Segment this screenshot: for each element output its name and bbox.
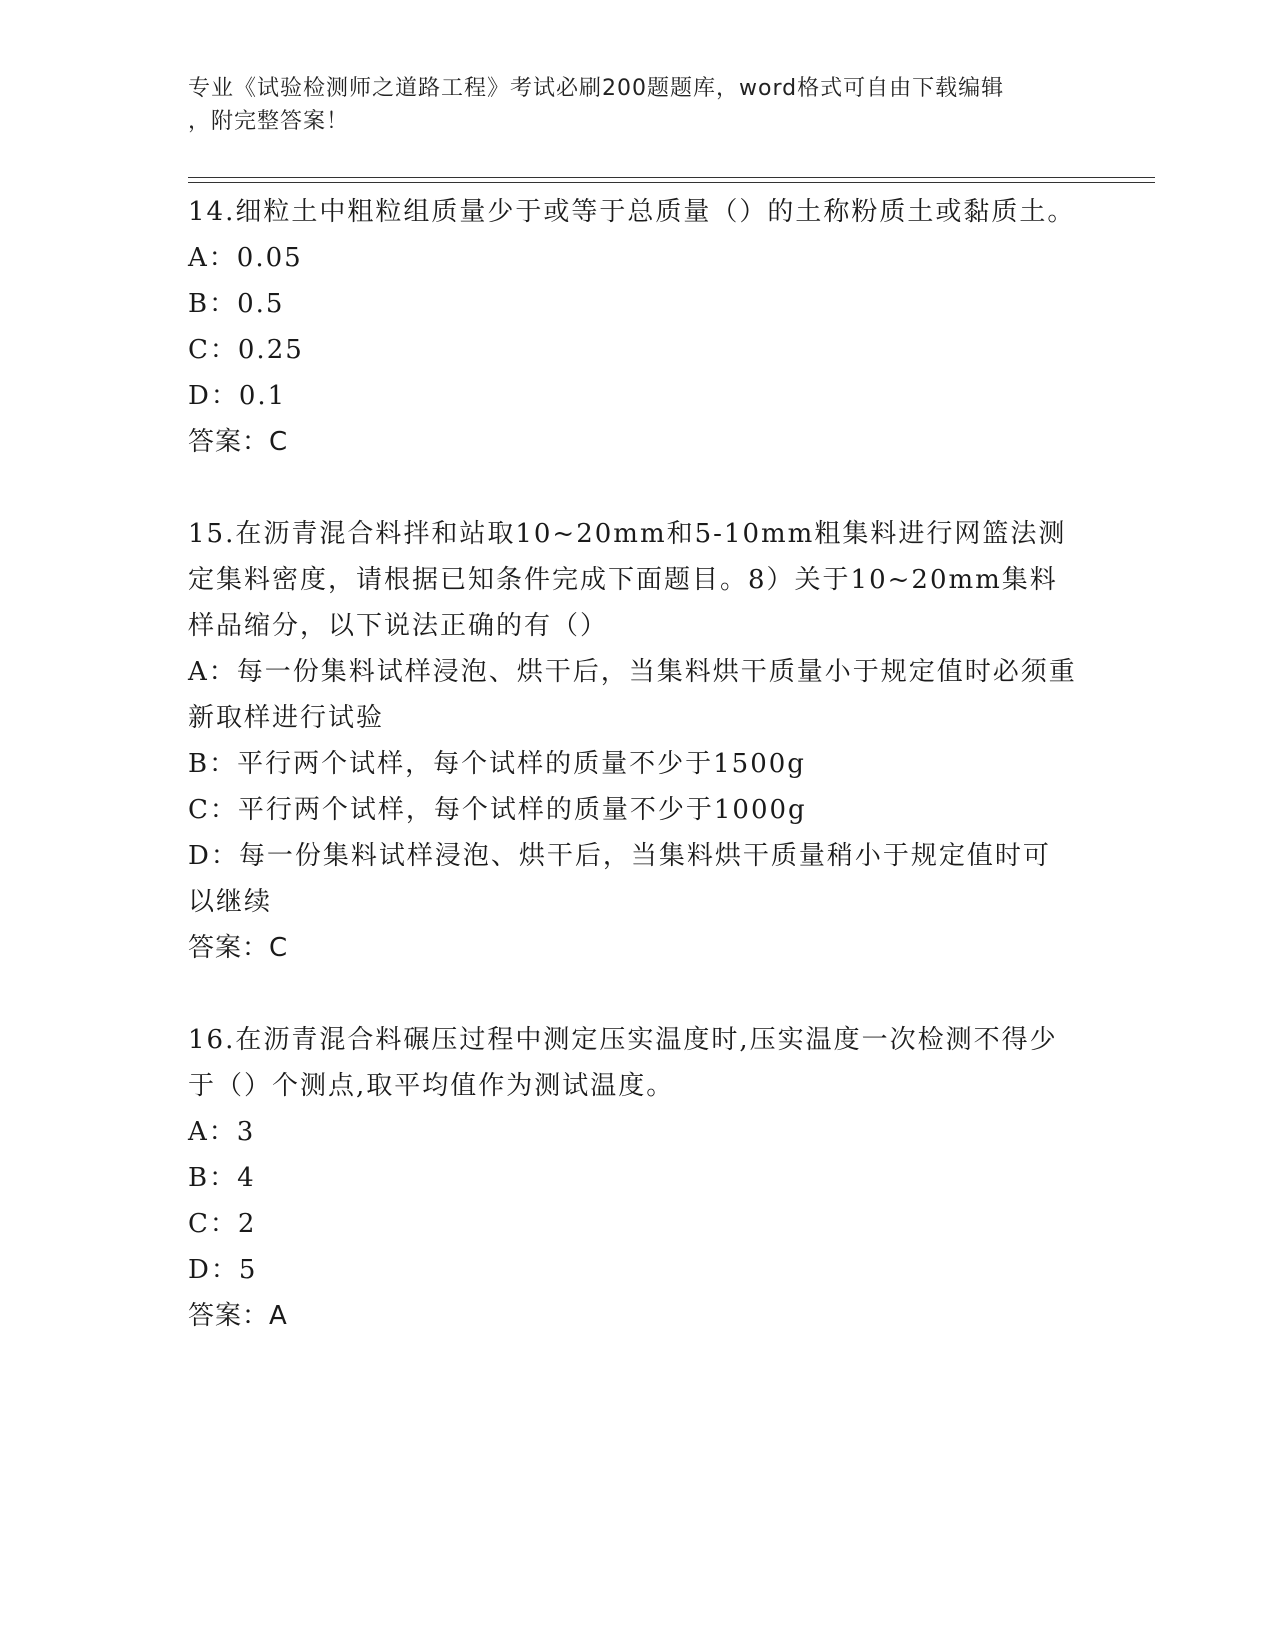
option-a: A：每一份集料试样浸泡、烘干后，当集料烘干质量小于规定值时必须重新取样进行试验 <box>188 657 1077 733</box>
question-list <box>188 189 1078 1385</box>
question-stem: 15.在沥青混合料拌和站取10~20mm和5-10mm粗集料进行网篮法测定集料密度，请根据已知条件完成下面题目。8）关于10~20mm集料样品缩分，以下说法正确的有（） <box>188 519 1067 641</box>
option-b: B：平行两个试样，每个试样的质量不少于1500g <box>188 749 806 779</box>
header-line-1: 专业《试验检测师之道路工程》考试必刷200题题库，word格式可自由下载编辑 <box>188 76 1005 101</box>
option-c: C：2 <box>188 1209 257 1239</box>
option-a: A：0.05 <box>188 243 303 273</box>
option-d: D：5 <box>188 1255 258 1285</box>
option-c: C：平行两个试样，每个试样的质量不少于1000g <box>188 795 807 825</box>
document-header <box>188 72 1068 138</box>
option-d: D：每一份集料试样浸泡、烘干后，当集料烘干质量稍小于规定值时可以继续 <box>188 841 1051 917</box>
question-16 <box>188 1017 1078 1339</box>
option-c: C：0.25 <box>188 335 304 365</box>
question-stem: 14.细粒土中粗粒组质量少于或等于总质量（）的土称粉质土或黏质土。 <box>188 197 1076 227</box>
option-d: D：0.1 <box>188 381 287 411</box>
answer-line: 答案：A <box>188 1301 288 1331</box>
header-divider-top <box>188 177 1155 178</box>
answer-line: 答案：C <box>188 933 289 963</box>
question-stem: 16.在沥青混合料碾压过程中测定压实温度时,压实温度一次检测不得少于（）个测点,取平均值作为测试温度。 <box>188 1025 1058 1101</box>
option-a: A：3 <box>188 1117 256 1147</box>
option-b: B：4 <box>188 1163 256 1193</box>
answer-line: 答案：C <box>188 427 289 457</box>
option-b: B：0.5 <box>188 289 285 319</box>
question-14 <box>188 189 1078 465</box>
question-15 <box>188 511 1078 971</box>
header-divider-bottom <box>188 182 1155 183</box>
header-line-2: ，附完整答案！ <box>188 109 350 134</box>
